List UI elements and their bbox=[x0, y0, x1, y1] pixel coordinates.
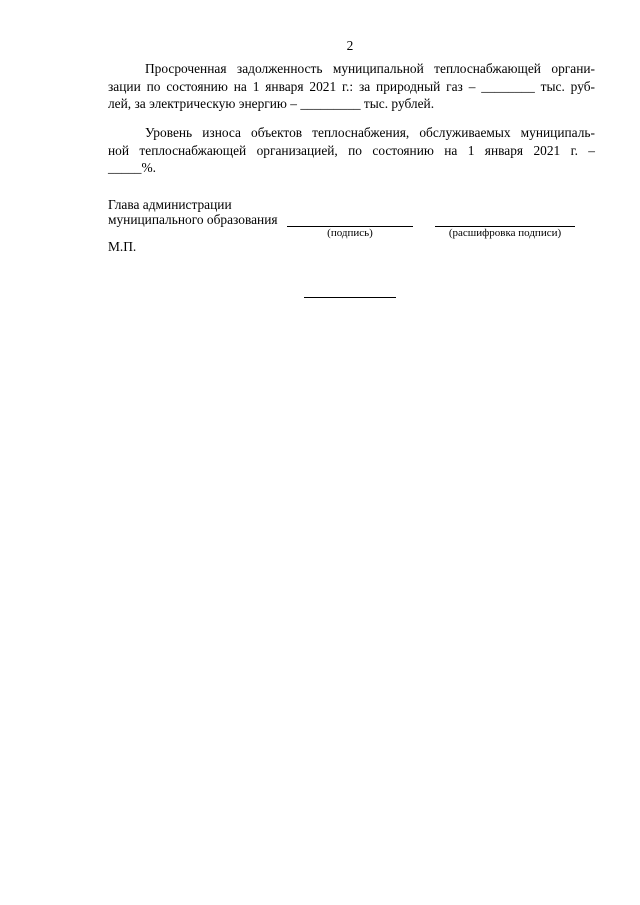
wear-paragraph-line: Уровень износа объектов теплоснабжения, обслуживаемых муниципаль- bbox=[145, 125, 595, 140]
debt-paragraph-line: зации по состоянию на 1 января 2021 г.: за природный газ – ________ тыс. руб- bbox=[108, 78, 595, 94]
debt-paragraph bbox=[108, 60, 595, 113]
document-end-rule bbox=[304, 297, 396, 298]
head-title-line-1: Глава администрации bbox=[108, 197, 232, 212]
wear-paragraph bbox=[108, 124, 595, 177]
wear-paragraph-line: ной теплоснабжающей организацией, по состоянию на 1 января 2021 г. – bbox=[108, 142, 595, 158]
debt-paragraph-line: лей, за электрическую энергию – _________ тыс. рублей. bbox=[108, 96, 435, 111]
page-number: 2 bbox=[346, 38, 354, 53]
stamp-label: М.П. bbox=[108, 239, 137, 254]
debt-paragraph-line: Просроченная задолженность муниципальной теплоснабжающей органи- bbox=[145, 61, 595, 76]
signature-decoding-caption: (расшифровка подписи) bbox=[448, 227, 562, 239]
head-title-line-2: муниципального образования bbox=[108, 212, 278, 227]
signature-caption: (подпись) bbox=[327, 227, 373, 239]
wear-paragraph-line: _____%. bbox=[108, 160, 156, 175]
